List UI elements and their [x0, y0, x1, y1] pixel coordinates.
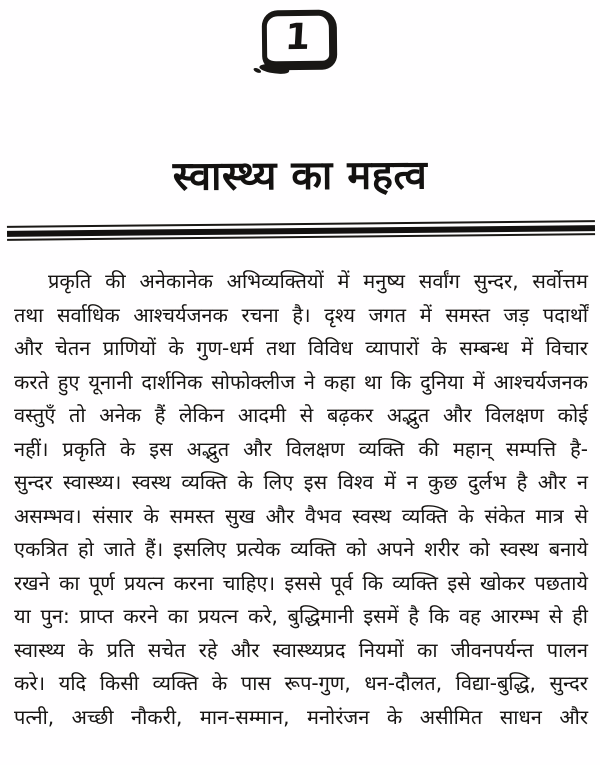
ink-blob-decoration [259, 62, 290, 75]
text-line: करते हुए यूनानी दार्शनिक सोफोक्लीज ने कहा था कि दुनिया में आश्चर्यजनक [14, 369, 588, 394]
text-line: रखने का पूर्ण प्रयत्न करना चाहिए। इससे पूर्व कि व्यक्ति इसे खोकर पछताये [14, 570, 588, 595]
chapter-number-box [262, 10, 338, 71]
text-line: तथा सर्वाधिक आश्चर्यजनक रचना है। दृश्य जगत में समस्त जड़ पदार्थों [14, 302, 588, 327]
chapter-number: 1 [284, 16, 312, 58]
heading-divider [7, 220, 595, 241]
text-line: स्वास्थ्य के प्रति सचेत रहे और स्वास्थ्यप्रद नियमों का जीवनपर्यन्त पालन [14, 637, 588, 662]
text-line: नहीं। प्रकृति के इस अद्भुत और विलक्षण व्यक्ति की महान् सम्पत्ति है- [14, 436, 588, 461]
text-line: असम्भव। संसार के समस्त सुख और वैभव स्वस्थ व्यक्ति के संकेत मात्र से [14, 503, 588, 528]
text-line: सुन्दर स्वास्थ्य। स्वस्थ व्यक्ति के लिए इस विश्व में न कुछ दुर्लभ है और न [14, 470, 588, 494]
text-line: पत्नी, अच्छी नौकरी, मान-सम्मान, मनोरंजन के असीमित साधन और [14, 704, 588, 729]
text-line: या पुन: प्राप्त करने का प्रयत्न करे, बुद्धिमानी इसमें है कि वह आरम्भ से ही [14, 604, 588, 628]
body-paragraph [14, 265, 588, 734]
text-line: प्रकृति की अनेकानेक अभिव्यक्तियों में मनुष्य सर्वांग सुन्दर, सर्वोत्तम [48, 269, 588, 293]
text-line: एकत्रित हो जाते हैं। इसलिए प्रत्येक व्यक्ति को अपने शरीर को स्वस्थ बनाये [14, 537, 588, 561]
text-line: और चेतन प्राणियों के गुण-धर्म तथा विविध व्यापारों के सम्बन्ध में विचार [14, 336, 588, 360]
chapter-title: स्वास्थ्य का महत्व [172, 152, 428, 200]
text-line: वस्तुएँ तो अनेक हैं लेकिन आदमी से बढ़कर अद्भुत और विलक्षण कोई [14, 403, 588, 427]
text-line: करे। यदि किसी व्यक्ति के पास रूप-गुण, धन-दौलत, विद्या-बुद्धि, सुन्दर [14, 671, 588, 695]
